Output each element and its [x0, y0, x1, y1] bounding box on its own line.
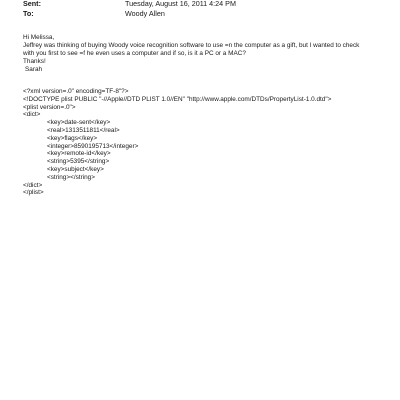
xml-plist-block — [23, 88, 383, 197]
xml-line: <string>5395</string> — [47, 158, 110, 166]
xml-doctype: <!DOCTYPE plist PUBLIC "-//Apple//DTD PLIST 1.0//EN" "http://www.apple.com/DTDs/PropertyList-1.0.dtd"> — [23, 95, 332, 103]
greeting: Hi Melissa, — [23, 34, 55, 41]
body-line-1: Jeffrey was thinking of buying Woody voice recognition software to use =n the computer as a gift, but I wanted to check — [23, 42, 360, 50]
to-label: To: — [23, 9, 34, 18]
xml-plist-close: </plist> — [23, 189, 44, 197]
to-value: Woody Allen — [125, 9, 165, 18]
sent-label: Sent: — [23, 0, 41, 8]
message-body — [23, 34, 383, 74]
to-row — [23, 9, 165, 18]
body-line-2: with you first to see =f he even uses a computer and if so, is it a PC or a MAC? — [23, 50, 246, 58]
xml-line: <string></string> — [47, 173, 95, 181]
xml-dict-open: <dict> — [23, 111, 41, 119]
xml-line: <key>flags</key> — [47, 134, 98, 142]
thanks-line: Thanks! — [23, 58, 46, 66]
xml-line: <key>date-sent</key> — [47, 119, 111, 127]
xml-line: <key>subject</key> — [47, 165, 104, 173]
xml-line: <real>1313511811</real> — [47, 126, 120, 134]
sent-value: Tuesday, August 16, 2011 4:24 PM — [125, 0, 236, 8]
xml-line: <key>remote-id</key> — [47, 150, 111, 158]
xml-plist-open: <plist version=.0"> — [23, 103, 76, 111]
signature: Sarah — [25, 66, 43, 74]
sent-row — [23, 0, 236, 8]
xml-line: <integer>8590195713</integer> — [47, 142, 139, 150]
xml-dict-close: </dict> — [23, 181, 43, 189]
xml-declaration: <?xml version=.0" encoding=TF-8"?> — [23, 88, 129, 95]
